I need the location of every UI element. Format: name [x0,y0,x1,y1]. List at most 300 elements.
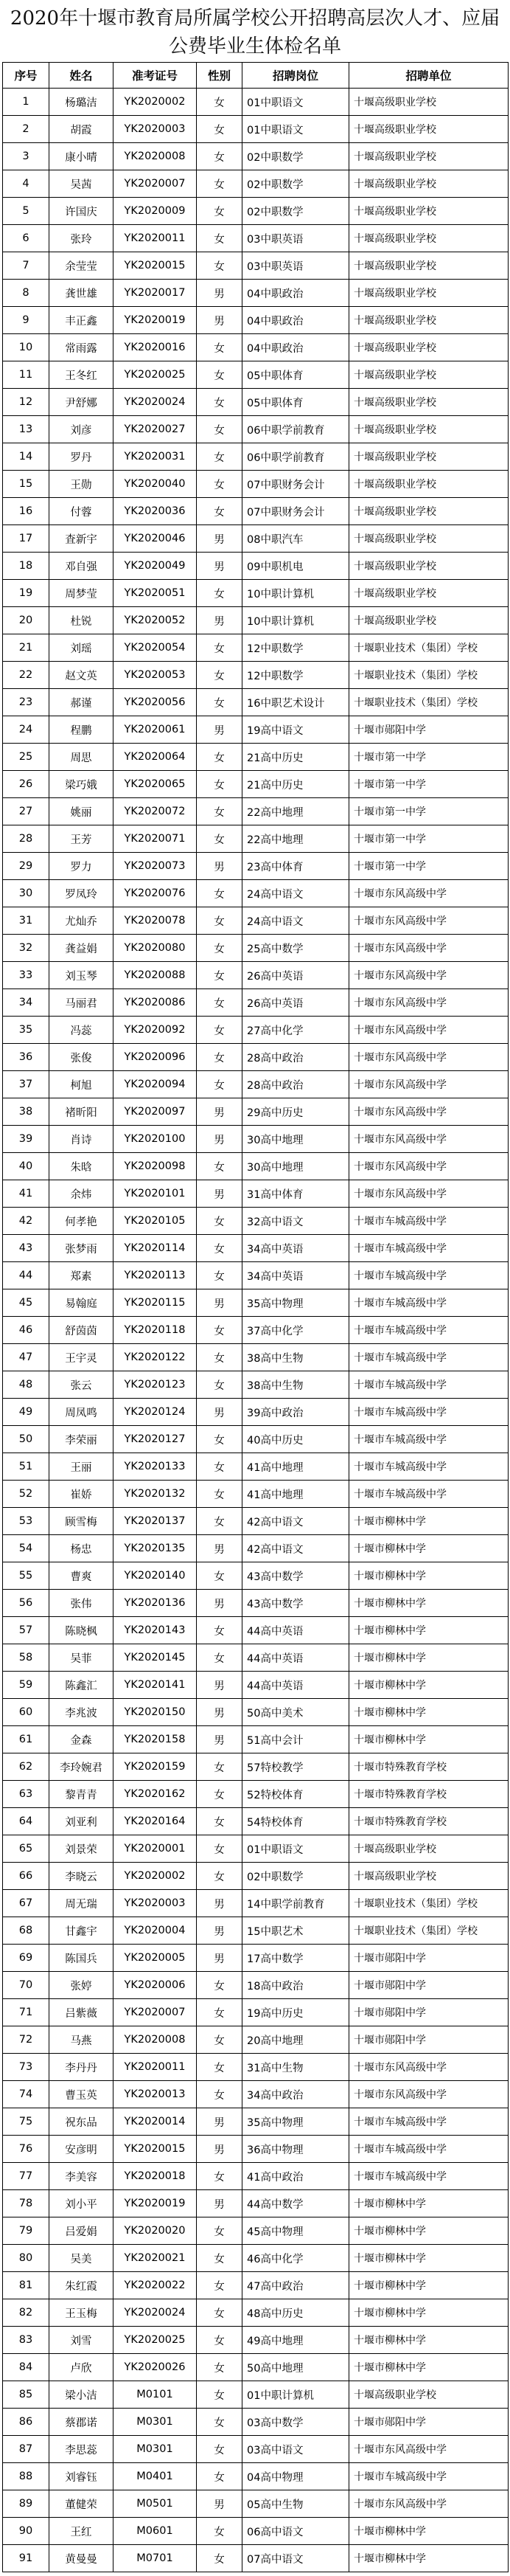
cell-index: 46 [3,1317,49,1344]
table-row [3,307,509,334]
cell-name: 张云 [49,1371,113,1399]
cell-position: 19高中语文 [242,716,349,744]
cell-name: 杜锐 [49,607,113,634]
cell-ticket-number: YK2020020 [113,2217,197,2245]
cell-gender: 女 [197,1262,242,1289]
cell-unit: 十堰市东风高级中学 [349,2490,509,2518]
cell-index: 63 [3,1781,49,1808]
table-row [3,1999,509,2026]
cell-gender: 男 [197,1180,242,1208]
cell-index: 10 [3,334,49,361]
cell-name: 朱红霞 [49,2272,113,2299]
cell-gender: 男 [197,1890,242,1917]
cell-unit: 十堰高级职业学校 [349,170,509,198]
cell-unit: 十堰市郧阳中学 [349,1945,509,1972]
cell-unit: 十堰市东风高级中学 [349,989,509,1017]
cell-unit: 十堰市东风高级中学 [349,962,509,989]
cell-ticket-number: M0701 [113,2545,197,2572]
cell-position: 25高中数学 [242,935,349,962]
cell-name: 梁巧娥 [49,771,113,798]
cell-position: 03高中数学 [242,2409,349,2436]
cell-name: 张伟 [49,1590,113,1617]
cell-position: 08中职汽车 [242,525,349,553]
cell-index: 86 [3,2409,49,2436]
cell-index: 31 [3,907,49,935]
cell-position: 02中职数学 [242,1863,349,1890]
cell-unit: 十堰高级职业学校 [349,280,509,307]
cell-index: 60 [3,1699,49,1726]
cell-position: 54特校体育 [242,1808,349,1835]
cell-unit: 十堰市柳林中学 [349,1508,509,1535]
cell-position: 07中职财务会计 [242,471,349,498]
cell-position: 43高中数学 [242,1590,349,1617]
cell-name: 曹爽 [49,1562,113,1590]
cell-gender: 女 [197,225,242,252]
cell-gender: 女 [197,1371,242,1399]
cell-index: 29 [3,853,49,880]
cell-ticket-number: YK2020098 [113,1153,197,1180]
cell-ticket-number: YK2020053 [113,662,197,689]
cell-position: 52特校体育 [242,1781,349,1808]
cell-gender: 男 [197,1535,242,1562]
table-row [3,662,509,689]
cell-gender: 女 [197,962,242,989]
cell-unit: 十堰市车城高级中学 [349,1289,509,1317]
table-row [3,89,509,116]
cell-index: 1 [3,89,49,116]
table-row [3,689,509,716]
header-index: 序号 [3,63,49,89]
cell-position: 07高中语文 [242,2545,349,2572]
cell-gender: 女 [197,416,242,443]
cell-gender: 女 [197,361,242,389]
cell-index: 73 [3,2054,49,2081]
cell-name: 甘鑫宇 [49,1917,113,1945]
table-row [3,334,509,361]
cell-position: 38高中生物 [242,1344,349,1371]
cell-gender: 女 [197,989,242,1017]
cell-position: 44高中英语 [242,1672,349,1699]
cell-index: 14 [3,443,49,471]
cell-ticket-number: YK2020140 [113,1562,197,1590]
cell-index: 2 [3,116,49,143]
cell-ticket-number: YK2020025 [113,2327,197,2354]
table-row [3,225,509,252]
cell-position: 38高中生物 [242,1371,349,1399]
cell-gender: 女 [197,1972,242,1999]
cell-gender: 女 [197,1044,242,1071]
cell-unit: 十堰市车城高级中学 [349,1371,509,1399]
table-row [3,1535,509,1562]
cell-position: 02中职数学 [242,170,349,198]
cell-position: 27高中化学 [242,1017,349,1044]
cell-name: 张婷 [49,1972,113,1999]
cell-unit: 十堰市车城高级中学 [349,1262,509,1289]
cell-ticket-number: M0501 [113,2490,197,2518]
table-row [3,280,509,307]
cell-ticket-number: YK2020118 [113,1317,197,1344]
table-row [3,170,509,198]
cell-position: 37高中化学 [242,1317,349,1344]
table-row [3,2081,509,2108]
cell-gender: 女 [197,1644,242,1672]
cell-name: 周凤鸣 [49,1399,113,1426]
cell-gender: 女 [197,2054,242,2081]
cell-name: 刘玉琴 [49,962,113,989]
table-row [3,2463,509,2490]
cell-unit: 十堰市柳林中学 [349,2299,509,2327]
cell-name: 余炜 [49,1180,113,1208]
cell-name: 黎青青 [49,1781,113,1808]
table-row [3,1863,509,1890]
cell-name: 黄曼曼 [49,2545,113,2572]
cell-name: 余莹莹 [49,252,113,280]
cell-unit: 十堰市柳林中学 [349,2245,509,2272]
table-row [3,1590,509,1617]
cell-gender: 女 [197,89,242,116]
table-row [3,1835,509,1863]
cell-index: 54 [3,1535,49,1562]
table-row [3,2381,509,2409]
cell-unit: 十堰市东风高级中学 [349,2436,509,2463]
table-row [3,1972,509,1999]
cell-index: 81 [3,2272,49,2299]
cell-index: 69 [3,1945,49,1972]
cell-index: 84 [3,2354,49,2381]
table-row [3,1426,509,1453]
cell-unit: 十堰市柳林中学 [349,2518,509,2545]
cell-position: 06中职学前教育 [242,443,349,471]
cell-gender: 女 [197,2518,242,2545]
cell-gender: 女 [197,2354,242,2381]
cell-ticket-number: YK2020159 [113,1753,197,1781]
cell-unit: 十堰高级职业学校 [349,1863,509,1890]
cell-name: 李美容 [49,2163,113,2190]
cell-index: 70 [3,1972,49,1999]
cell-ticket-number: YK2020073 [113,853,197,880]
header-position: 招聘岗位 [242,63,349,89]
cell-index: 48 [3,1371,49,1399]
cell-unit: 十堰市柳林中学 [349,1726,509,1753]
cell-index: 6 [3,225,49,252]
cell-gender: 女 [197,198,242,225]
cell-name: 龚益娟 [49,935,113,962]
cell-unit: 十堰高级职业学校 [349,416,509,443]
cell-index: 82 [3,2299,49,2327]
cell-position: 28高中政治 [242,1044,349,1071]
cell-ticket-number: M0301 [113,2409,197,2436]
cell-gender: 女 [197,662,242,689]
cell-name: 李丹丹 [49,2054,113,2081]
table-row [3,825,509,853]
header-gender: 性别 [197,63,242,89]
cell-gender: 男 [197,1917,242,1945]
cell-position: 49高中地理 [242,2327,349,2354]
table-row [3,1071,509,1098]
cell-unit: 十堰高级职业学校 [349,225,509,252]
table-row [3,1726,509,1753]
cell-unit: 十堰高级职业学校 [349,607,509,634]
cell-gender: 女 [197,116,242,143]
cell-gender: 男 [197,2490,242,2518]
table-row [3,907,509,935]
cell-position: 03中职英语 [242,252,349,280]
cell-name: 郑素 [49,1262,113,1289]
table-row [3,143,509,170]
cell-unit: 十堰市特殊教育学校 [349,1781,509,1808]
cell-gender: 男 [197,716,242,744]
cell-position: 41高中地理 [242,1481,349,1508]
cell-position: 32高中语文 [242,1208,349,1235]
table-row [3,1453,509,1481]
cell-ticket-number: YK2020024 [113,389,197,416]
cell-unit: 十堰市车城高级中学 [349,2108,509,2136]
cell-position: 12中职数学 [242,662,349,689]
cell-name: 吕爱娟 [49,2217,113,2245]
cell-unit: 十堰职业技术（集团）学校 [349,1890,509,1917]
cell-ticket-number: YK2020054 [113,634,197,662]
cell-ticket-number: YK2020024 [113,2299,197,2327]
cell-ticket-number: YK2020009 [113,198,197,225]
cell-unit: 十堰职业技术（集团）学校 [349,689,509,716]
table-row [3,1289,509,1317]
cell-ticket-number: YK2020158 [113,1726,197,1753]
table-row [3,1808,509,1835]
cell-gender: 女 [197,1808,242,1835]
cell-index: 67 [3,1890,49,1917]
cell-index: 28 [3,825,49,853]
cell-index: 71 [3,1999,49,2026]
cell-unit: 十堰市第一中学 [349,825,509,853]
cell-unit: 十堰高级职业学校 [349,143,509,170]
table-row [3,2490,509,2518]
cell-index: 15 [3,471,49,498]
cell-unit: 十堰高级职业学校 [349,89,509,116]
cell-position: 47高中政治 [242,2272,349,2299]
cell-gender: 女 [197,1153,242,1180]
cell-ticket-number: YK2020008 [113,2026,197,2054]
table-row [3,2409,509,2436]
cell-ticket-number: YK2020003 [113,116,197,143]
cell-name: 梁小洁 [49,2381,113,2409]
cell-unit: 十堰市柳林中学 [349,1535,509,1562]
cell-index: 87 [3,2436,49,2463]
cell-ticket-number: YK2020078 [113,907,197,935]
cell-index: 35 [3,1017,49,1044]
cell-position: 23高中体育 [242,853,349,880]
cell-name: 刘睿钰 [49,2463,113,2490]
table-row [3,1945,509,1972]
cell-name: 罗凤玲 [49,880,113,907]
cell-position: 16中职艺术设计 [242,689,349,716]
cell-index: 16 [3,498,49,525]
cell-ticket-number: YK2020036 [113,498,197,525]
cell-ticket-number: YK2020145 [113,1644,197,1672]
cell-ticket-number: YK2020127 [113,1426,197,1453]
cell-unit: 十堰市柳林中学 [349,2327,509,2354]
cell-name: 董健荣 [49,2490,113,2518]
cell-position: 31高中体育 [242,1180,349,1208]
cell-name: 周梦莹 [49,580,113,607]
cell-unit: 十堰市车城高级中学 [349,2163,509,2190]
cell-position: 26高中英语 [242,962,349,989]
cell-name: 吕紫薇 [49,1999,113,2026]
cell-unit: 十堰市车城高级中学 [349,1399,509,1426]
cell-position: 41高中政治 [242,2163,349,2190]
cell-gender: 女 [197,880,242,907]
cell-gender: 女 [197,1453,242,1481]
cell-position: 03高中语文 [242,2436,349,2463]
table-row [3,798,509,825]
cell-position: 01中职语文 [242,1835,349,1863]
cell-name: 王丽 [49,1453,113,1481]
cell-gender: 女 [197,580,242,607]
cell-index: 76 [3,2136,49,2163]
cell-name: 王宇灵 [49,1344,113,1371]
table-row [3,525,509,553]
cell-position: 40高中历史 [242,1426,349,1453]
cell-ticket-number: M0301 [113,2436,197,2463]
table-row [3,2136,509,2163]
table-row [3,361,509,389]
cell-ticket-number: YK2020076 [113,880,197,907]
cell-name: 陈国兵 [49,1945,113,1972]
cell-ticket-number: YK2020013 [113,2081,197,2108]
cell-gender: 男 [197,1945,242,1972]
cell-index: 20 [3,607,49,634]
cell-index: 5 [3,198,49,225]
cell-unit: 十堰市车城高级中学 [349,1235,509,1262]
table-row [3,1317,509,1344]
cell-gender: 女 [197,2245,242,2272]
cell-ticket-number: YK2020064 [113,744,197,771]
cell-ticket-number: YK2020136 [113,1590,197,1617]
cell-gender: 女 [197,389,242,416]
cell-index: 90 [3,2518,49,2545]
table-row [3,880,509,907]
cell-position: 35高中物理 [242,2108,349,2136]
table-row [3,1753,509,1781]
cell-position: 34高中英语 [242,1235,349,1262]
cell-gender: 男 [197,1672,242,1699]
cell-name: 马燕 [49,2026,113,2054]
cell-ticket-number: YK2020164 [113,1808,197,1835]
cell-index: 24 [3,716,49,744]
table-row [3,553,509,580]
cell-ticket-number: YK2020133 [113,1453,197,1481]
table-row [3,771,509,798]
cell-position: 34高中政治 [242,2081,349,2108]
cell-ticket-number: YK2020011 [113,2054,197,2081]
table-row [3,2163,509,2190]
cell-unit: 十堰高级职业学校 [349,443,509,471]
cell-index: 21 [3,634,49,662]
cell-index: 25 [3,744,49,771]
table-row [3,634,509,662]
cell-name: 刘雪 [49,2327,113,2354]
cell-ticket-number: YK2020015 [113,252,197,280]
cell-ticket-number: YK2020113 [113,1262,197,1289]
cell-unit: 十堰高级职业学校 [349,2381,509,2409]
table-row [3,1044,509,1071]
cell-index: 42 [3,1208,49,1235]
cell-name: 周无瑞 [49,1890,113,1917]
cell-name: 刘小平 [49,2190,113,2217]
cell-name: 王冬红 [49,361,113,389]
cell-unit: 十堰职业技术（集团）学校 [349,1917,509,1945]
cell-ticket-number: YK2020026 [113,2354,197,2381]
cell-name: 査新宇 [49,525,113,553]
cell-gender: 女 [197,2436,242,2463]
cell-unit: 十堰市东风高级中学 [349,935,509,962]
cell-gender: 女 [197,744,242,771]
cell-position: 09中职机电 [242,553,349,580]
cell-index: 57 [3,1617,49,1644]
cell-position: 24高中语文 [242,880,349,907]
cell-name: 王红 [49,2518,113,2545]
cell-unit: 十堰市东风高级中学 [349,907,509,935]
cell-position: 41高中地理 [242,1453,349,1481]
table-row [3,416,509,443]
cell-unit: 十堰市特殊教育学校 [349,1808,509,1835]
cell-name: 周思 [49,744,113,771]
cell-name: 赵文英 [49,662,113,689]
cell-name: 李思蕊 [49,2436,113,2463]
cell-position: 36高中物理 [242,2136,349,2163]
cell-gender: 女 [197,2463,242,2490]
cell-ticket-number: YK2020088 [113,962,197,989]
cell-ticket-number: YK2020027 [113,416,197,443]
cell-gender: 女 [197,2217,242,2245]
cell-position: 05中职体育 [242,389,349,416]
cell-position: 57特校教学 [242,1753,349,1781]
cell-index: 33 [3,962,49,989]
cell-position: 44高中英语 [242,1617,349,1644]
cell-gender: 女 [197,1835,242,1863]
cell-unit: 十堰市东风高级中学 [349,2081,509,2108]
cell-name: 郝谨 [49,689,113,716]
cell-index: 55 [3,1562,49,1590]
cell-index: 64 [3,1808,49,1835]
cell-position: 22高中地理 [242,825,349,853]
table-row [3,1126,509,1153]
cell-name: 易翰庭 [49,1289,113,1317]
cell-index: 53 [3,1508,49,1535]
table-row [3,2436,509,2463]
cell-unit: 十堰高级职业学校 [349,1835,509,1863]
cell-index: 45 [3,1289,49,1317]
cell-ticket-number: YK2020097 [113,1098,197,1126]
cell-name: 何孝艳 [49,1208,113,1235]
table-header-row [3,63,509,89]
cell-unit: 十堰市东风高级中学 [349,1180,509,1208]
table-row [3,2354,509,2381]
cell-name: 罗丹 [49,443,113,471]
cell-index: 72 [3,2026,49,2054]
table-row [3,2327,509,2354]
cell-ticket-number: M0401 [113,2463,197,2490]
cell-gender: 女 [197,1235,242,1262]
cell-position: 07中职财务会计 [242,498,349,525]
cell-position: 48高中历史 [242,2299,349,2327]
cell-index: 91 [3,2545,49,2572]
cell-index: 56 [3,1590,49,1617]
table-row [3,2108,509,2136]
cell-name: 马丽君 [49,989,113,1017]
cell-gender: 男 [197,853,242,880]
cell-ticket-number: YK2020002 [113,89,197,116]
cell-name: 吴美 [49,2245,113,2272]
